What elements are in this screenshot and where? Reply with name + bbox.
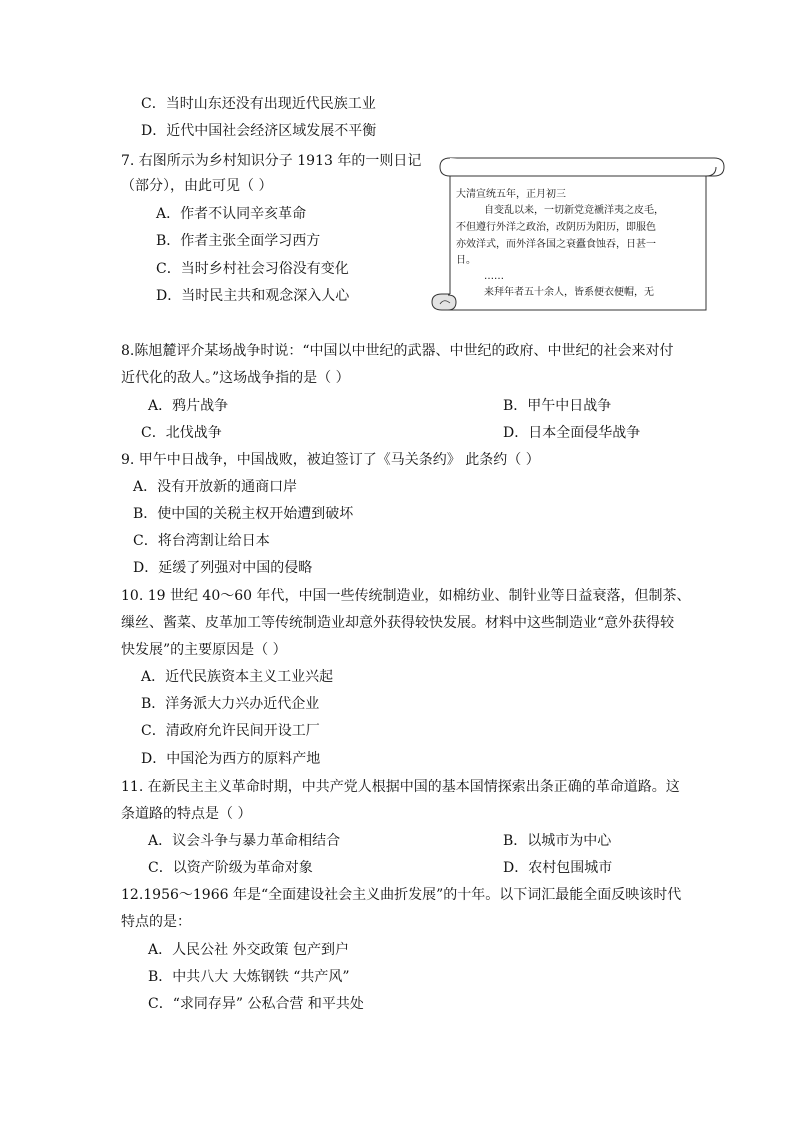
q11-stem-line1: 11. 在新民主主义革命时期，中共产党人根据中国的基本国情探索出条正确的革命道路。这 [121, 779, 680, 795]
q10-stem-line3: 快发展”的主要原因是（ ） [121, 642, 287, 658]
diary-line-3: 不但遵行外洋之政治，改阴历为阳历，即服色 [456, 222, 656, 233]
diary-line-2: 自变乱以来，一切新党竞褫洋夷之皮毛， [484, 205, 664, 216]
q11-stem-line2: 条道路的特点是（ ） [121, 806, 252, 822]
q8-stem-line2: 近代化的敌人。”这场战争指的是（ ） [121, 370, 350, 386]
q12-option-a: A．人民公社 外交政策 包产到户 [148, 942, 350, 958]
q11-option-b: B．以城市为中心 [503, 833, 612, 849]
q10-option-b: B．洋务派大力兴办近代企业 [141, 696, 320, 712]
q10-option-d: D．中国沦为西方的原料产地 [141, 751, 321, 767]
q9-option-b: B．使中国的关税主权开始遭到破坏 [133, 506, 354, 522]
q7-stem-line2: （部分），由此可见（ ） [121, 178, 273, 194]
q8-option-b: B．甲午中日战争 [503, 398, 612, 414]
q9-option-d: D．延缓了列强对中国的侵略 [133, 560, 313, 576]
q6-option-c: C．当时山东还没有出现近代民族工业 [141, 96, 376, 112]
diary-line-5: 日。 [456, 255, 476, 266]
q7-stem-line1: 7. 右图所示为乡村知识分子 1913 年的一则日记 [121, 153, 422, 169]
q7-option-c: C．当时乡村社会习俗没有变化 [156, 261, 349, 277]
q8-option-c: C．北伐战争 [141, 425, 222, 441]
q10-option-c: C．清政府允许民间开设工厂 [141, 723, 320, 739]
q6-option-d: D．近代中国社会经济区域发展不平衡 [141, 123, 377, 139]
q8-stem-line1: 8.陈旭麓评介某场战争时说：“中国以中世纪的武器、中世纪的政府、中世纪的社会来对付 [121, 343, 674, 359]
q10-option-a: A．近代民族资本主义工业兴起 [141, 669, 334, 685]
q9-stem: 9. 甲午中日战争，中国战败，被迫签订了《马关条约》 此条约（ ） [121, 452, 540, 468]
q10-stem-line2: 缫丝、酱菜、皮革加工等传统制造业却意外获得较快发展。材料中这些制造业“意外获得较 [121, 615, 675, 631]
q8-option-a: A．鸦片战争 [148, 398, 229, 414]
q9-option-a: A．没有开放新的通商口岸 [133, 479, 298, 495]
q12-option-b: B．中共八大 大炼钢铁 “共产风” [148, 969, 350, 985]
diary-line-7: 来拜年者五十余人，皆系便衣便帽，无 [484, 287, 654, 298]
diary-line-4: 亦效洋式，而外洋各国之衰蠹食蚀吞，日甚一 [456, 239, 656, 250]
q12-option-c: C．“求同存异” 公私合营 和平共处 [148, 996, 364, 1012]
diary-line-1: 大清宣统五年，正月初三 [456, 189, 566, 200]
q11-option-a: A．议会斗争与暴力革命相结合 [148, 833, 341, 849]
q7-option-a: A．作者不认同辛亥革命 [156, 206, 307, 222]
q8-option-d: D．日本全面侵华战争 [503, 425, 641, 441]
q11-option-d: D．农村包围城市 [503, 860, 613, 876]
q7-option-b: B．作者主张全面学习西方 [156, 233, 321, 249]
q10-stem-line1: 10. 19 世纪 40～60 年代，中国一些传统制造业，如棉纺业、制针业等日益衰落，但制茶、 [121, 588, 691, 604]
q7-option-d: D．当时民主共和观念深入人心 [156, 288, 350, 304]
diary-scroll-figure [428, 154, 728, 314]
q12-stem-line2: 特点的是： [121, 914, 191, 930]
q12-stem-line1: 12.1956～1966 年是“全面建设社会主义曲折发展”的十年。以下词汇最能全面反映该时代 [121, 887, 682, 903]
q11-option-c: C．以资产阶级为革命对象 [148, 860, 313, 876]
diary-line-6: …… [484, 271, 504, 282]
q9-option-c: C．将台湾割让给日本 [133, 533, 270, 549]
